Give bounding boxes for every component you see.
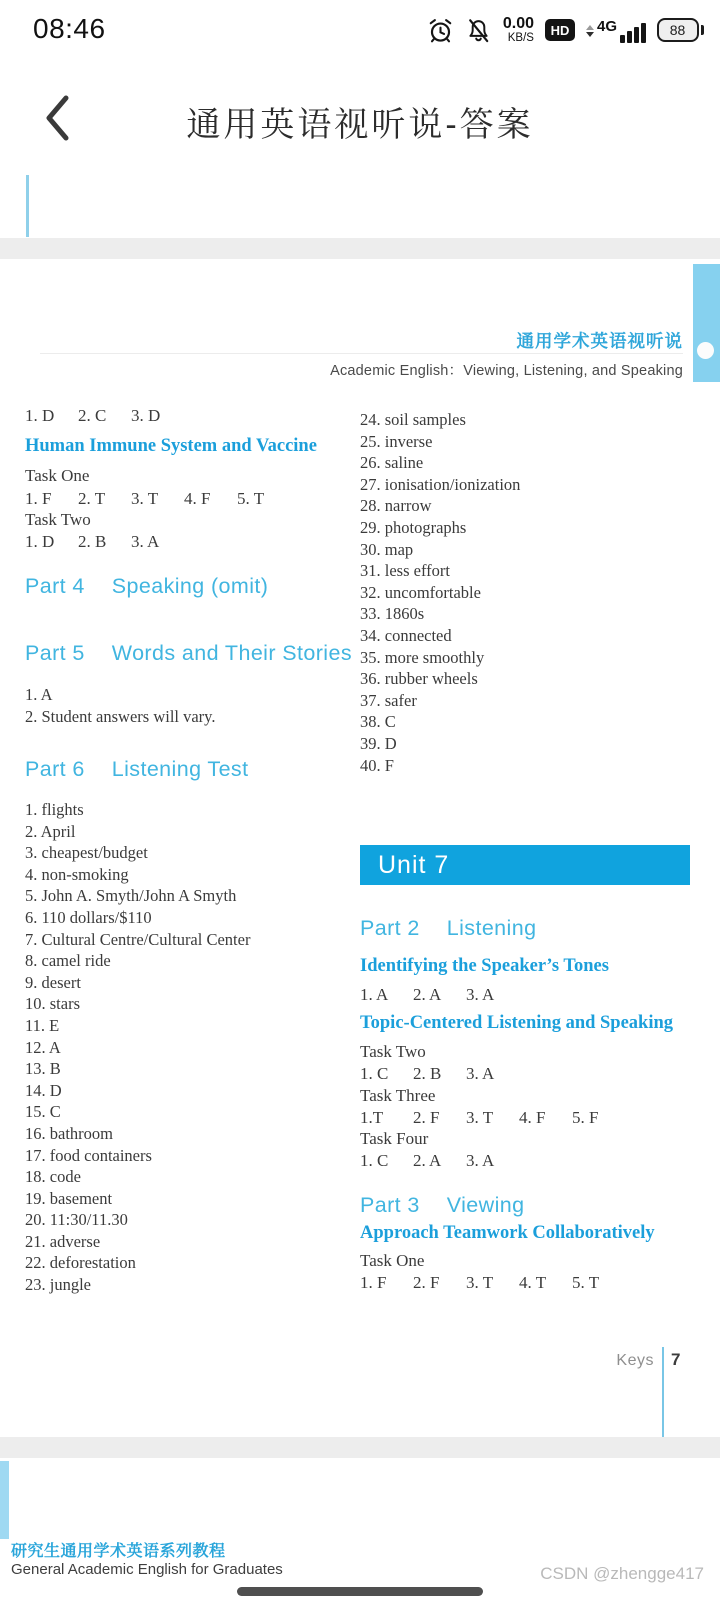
network-speed [503,16,534,45]
answer-item: 38. C [360,712,396,732]
answer-item: 1. A [25,685,53,704]
part-title: Speaking (omit) [111,574,269,598]
task-label: Task Three [360,1086,436,1105]
page-separator-top [0,238,720,259]
answer-item: 12. A [25,1037,61,1057]
task-label: Task Four [360,1129,429,1148]
answer-item: 33. 1860s [360,604,425,624]
answer-item: 3. A [466,985,495,1004]
part-heading [360,916,536,941]
answer-item: 2. A [413,1151,442,1170]
answer-item: 3. A [466,1151,495,1170]
answer-item: 35. more smoothly [360,647,485,667]
answer-item: 5. T [572,1273,600,1292]
answer-item: 36. rubber wheels [360,669,478,689]
answer-item: 1. D [25,406,55,425]
answer-row [360,1064,519,1084]
signal-bars-icon [620,22,646,43]
answer-item: 4. non-smoking [25,864,129,884]
part-heading [25,574,268,599]
task-label: Task One [25,466,90,485]
alarm-icon [427,17,454,44]
answer-item: 1. F [25,489,52,508]
answer-item: 4. T [519,1273,547,1292]
answer-item: 3. T [131,489,159,508]
part-heading [360,1193,524,1218]
answer-item: 15. C [25,1102,61,1122]
part-heading [25,641,352,666]
answer-item: 2. B [78,532,107,551]
signal-icon [586,17,646,43]
answer-item: 3. A [466,1064,495,1083]
task-label: Task One [360,1251,425,1270]
answer-row [25,406,184,426]
task-label: Task Two [360,1042,426,1061]
task-label: Task Two [25,510,91,529]
answer-row [25,489,290,509]
keys-label: Keys [616,1352,654,1369]
status-bar [0,0,720,60]
answer-item: 37. safer [360,690,417,710]
answer-item: 9. desert [25,972,81,992]
answer-item: 2. C [78,406,107,425]
answer-row [360,1273,625,1293]
answer-item: 2. Student answers will vary. [25,706,216,726]
part-number: Part 5 [25,641,85,665]
answer-item: 3. T [466,1273,494,1292]
answer-item: 2. F [413,1108,440,1127]
battery-level: 88 [669,22,686,38]
footer-side-strip [0,1461,9,1539]
section-heading: Topic-Centered Listening and Speaking [360,1013,674,1033]
answer-item: 1. C [360,1064,389,1083]
answer-row [360,985,519,1005]
section-heading: Human Immune System and Vaccine [25,436,317,456]
answer-item: 7. Cultural Centre/Cultural Center [25,929,251,949]
answer-list [25,799,250,1296]
part-title: Viewing [446,1193,525,1217]
answer-row [25,532,184,552]
answer-item: 2. B [413,1064,442,1083]
answer-item: 2. T [78,489,106,508]
answer-item: 3. D [131,406,161,425]
part-number: Part 6 [25,757,85,781]
keys-divider-line [662,1347,664,1437]
answer-item: 1. F [360,1273,387,1292]
book-title-en: Academic English：Viewing, Listening, and Speaking [330,363,683,379]
hd-icon: HD [545,19,575,41]
page-edge-marker [26,175,29,237]
answer-item: 1. D [25,532,55,551]
part-number: Part 3 [360,1193,420,1217]
series-title-en: General Academic English for Graduates [11,1561,283,1578]
answer-item: 6. 110 dollars/$110 [25,907,152,927]
answer-item: 10. stars [25,994,80,1014]
answer-item: 3. T [466,1108,494,1127]
answer-item: 18. code [25,1167,81,1187]
answer-item: 16. bathroom [25,1123,113,1143]
answer-item: 27. ionisation/ionization [360,474,521,494]
page-title: 通用英语视听说-答案 [186,106,534,144]
answer-row [360,1151,519,1171]
answer-item: 14. D [25,1080,62,1100]
part-number: Part 2 [360,916,420,940]
answer-item: 8. camel ride [25,951,111,971]
answer-item: 23. jungle [25,1275,91,1295]
answer-item: 1.T [360,1108,384,1127]
pdf-page[interactable] [0,259,720,1437]
answer-row [360,1108,625,1128]
network-speed-unit: KB/S [507,31,534,44]
answer-item: 19. basement [25,1188,113,1208]
answer-item: 34. connected [360,625,452,645]
side-tab-dot [697,342,714,359]
answer-item: 11. E [25,1015,60,1035]
answer-list [360,409,520,776]
answer-item: 20. 11:30/11.30 [25,1210,128,1230]
status-icons [427,0,704,60]
part-title: Words and Their Stories [111,641,352,665]
unit-banner: Unit 7 [360,845,690,885]
answer-item: 1. C [360,1151,389,1170]
notifications-muted-icon [465,17,492,44]
answer-item: 3. cheapest/budget [25,843,148,863]
answer-item: 40. F [360,755,394,775]
answer-item: 4. F [519,1108,546,1127]
answer-item: 5. John A. Smyth/John A Smyth [25,886,237,906]
answer-item: 1. flights [25,800,84,819]
answer-item: 30. map [360,539,414,559]
network-type-label: 4G [596,18,617,35]
answer-item: 2. A [413,985,442,1004]
answer-item: 13. B [25,1059,61,1079]
battery-icon [657,18,705,42]
answer-item: 2. F [413,1273,440,1292]
answer-item: 4. F [184,489,211,508]
answer-item: 28. narrow [360,496,432,516]
answer-item: 32. uncomfortable [360,582,481,602]
page-number: 7 [671,1350,681,1369]
answer-item: 31. less effort [360,561,450,581]
part-number: Part 4 [25,574,85,598]
section-heading: Identifying the Speaker’s Tones [360,956,609,976]
status-time: 08:46 [33,13,106,44]
answer-item: 3. A [131,532,160,551]
data-transfer-arrows-icon [586,25,594,37]
series-title-cn: 研究生通用学术英语系列教程 [11,1543,226,1560]
answer-item: 24. soil samples [360,410,466,429]
answer-item: 5. T [237,489,265,508]
answer-item: 21. adverse [25,1231,101,1251]
book-title-cn: 通用学术英语视听说 [516,331,683,351]
answer-list [25,684,215,727]
part-title: Listening [446,916,537,940]
answer-item: 5. F [572,1108,599,1127]
answer-item: 39. D [360,733,397,753]
answer-item: 1. A [360,985,389,1004]
part-title: Listening Test [111,757,249,781]
csdn-watermark: CSDN @zhengge417 [540,1564,704,1583]
answer-item: 17. food containers [25,1145,152,1165]
answer-item: 2. April [25,821,76,841]
answer-item: 26. saline [360,453,424,473]
answer-item: 25. inverse [360,431,433,451]
book-header [330,328,683,380]
home-indicator[interactable] [237,1587,483,1596]
part-heading [25,757,248,782]
answer-item: 22. deforestation [25,1253,136,1273]
answer-item: 29. photographs [360,517,467,537]
unit-side-tab [693,264,720,382]
section-heading: Approach Teamwork Collaboratively [360,1223,655,1243]
page-separator-bottom [0,1437,720,1458]
network-speed-value: 0.00 [502,14,534,32]
